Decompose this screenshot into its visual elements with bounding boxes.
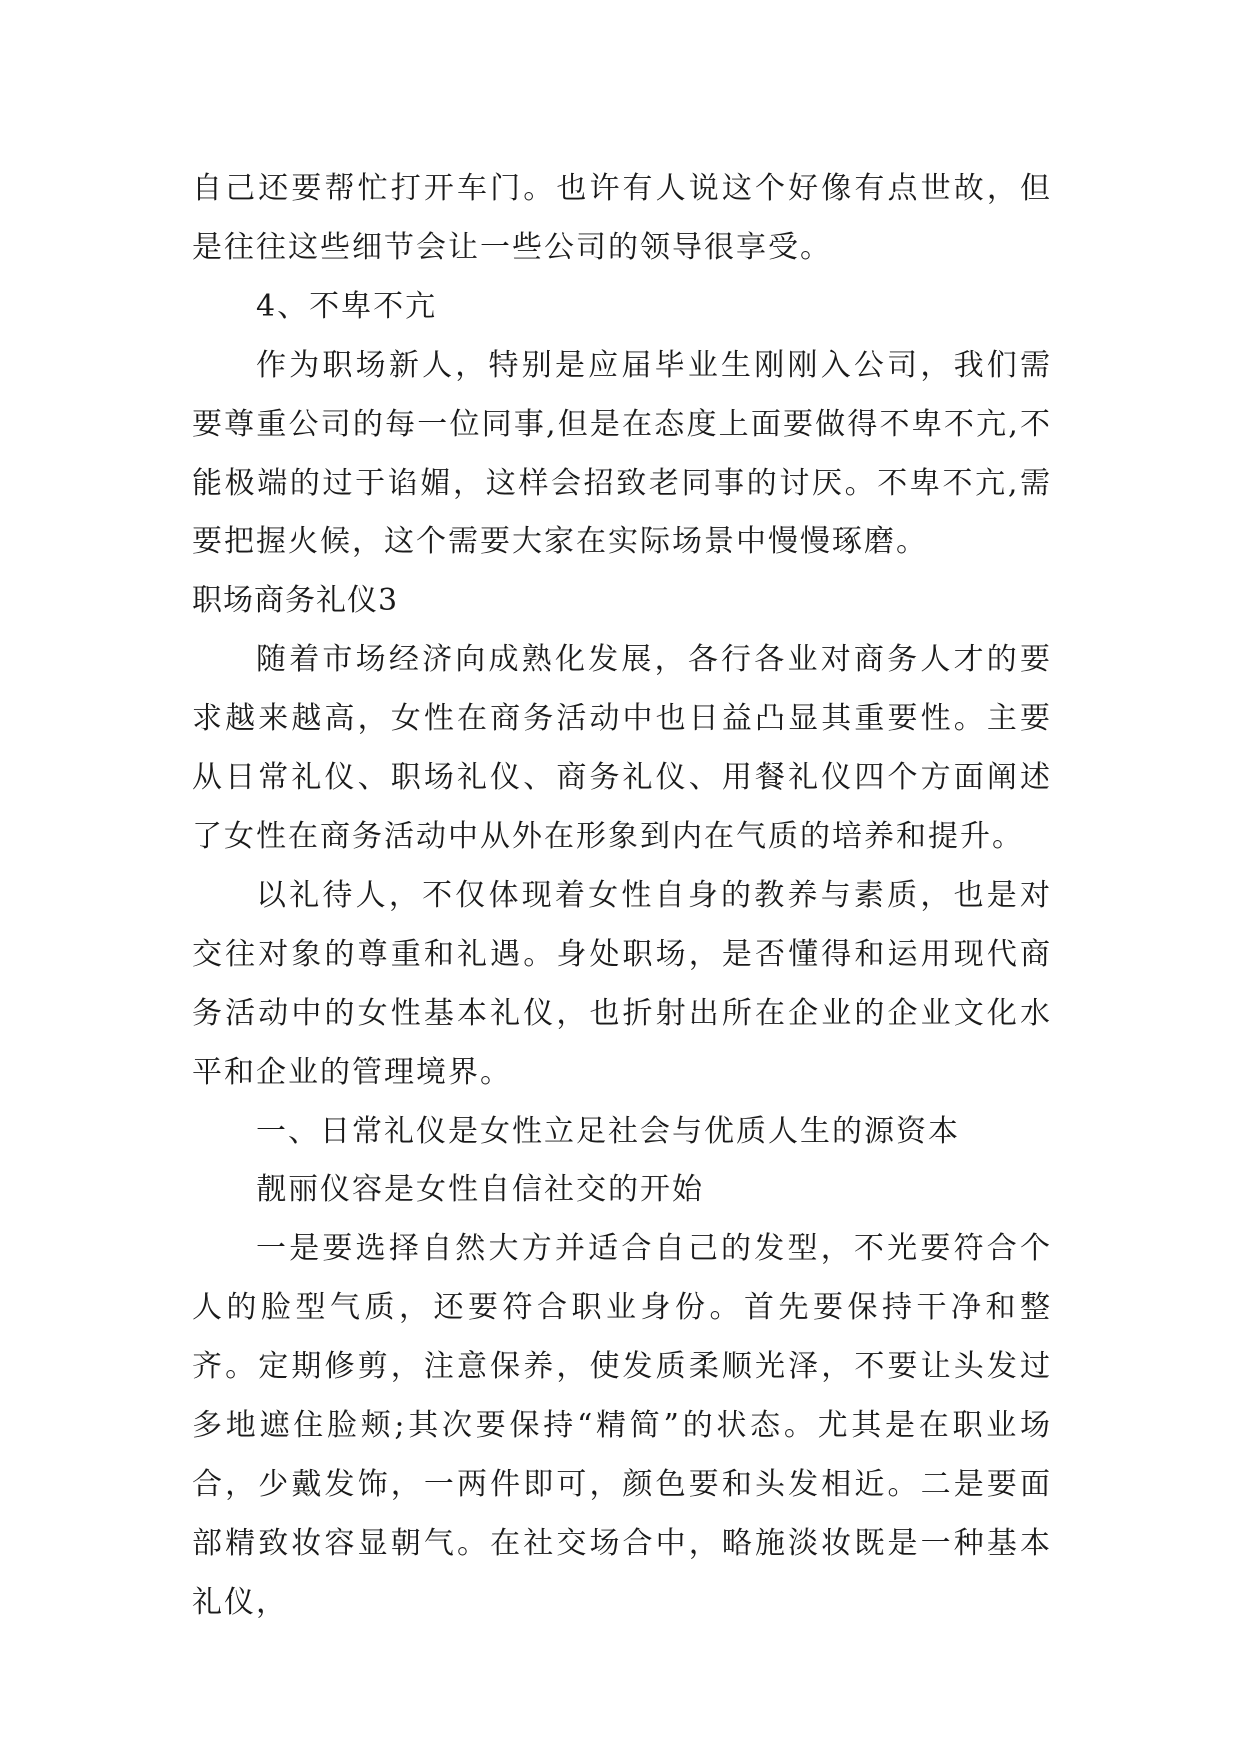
section-title: 职场商务礼仪3 [192, 583, 399, 619]
paragraph-newcomer: 作为职场新人，特别是应届毕业生刚刚入公司，我们需要尊重公司的每一位同事,但是在态度上面要做得不卑不亢,不能极端的过于谄媚，这样会招致老同事的讨厌。不卑不亢,需要把握火候，这个需要大家在实际场景中慢慢琢磨。 [192, 347, 1052, 560]
subheading-appearance: 靓丽仪容是女性自信社交的开始 [256, 1172, 704, 1208]
paragraph-courtesy: 以礼待人，不仅体现着女性自身的教养与素质，也是对交往对象的尊重和礼遇。身处职场，是否懂得和运用现代商务活动中的女性基本礼仪，也折射出所在企业的企业文化水平和企业的管理境界。 [192, 877, 1052, 1090]
list-heading-4: 4、不卑不亢 [256, 288, 438, 324]
subheading-daily-etiquette: 一、日常礼仪是女性立足社会与优质人生的源资本 [256, 1113, 960, 1149]
paragraph-intro: 随着市场经济向成熟化发展，各行各业对商务人才的要求越来越高，女性在商务活动中也日益凸显其重要性。主要从日常礼仪、职场礼仪、商务礼仪、用餐礼仪四个方面阐述了女性在商务活动中从外在形象到内在气质的培养和提升。 [192, 642, 1052, 854]
paragraph-hairstyle: 一是要选择自然大方并适合自己的发型，不光要符合个人的脸型气质，还要符合职业身份。首先要保持干净和整齐。定期修剪，注意保养，使发质柔顺光泽，不要让头发过多地遮住脸颊;其次要保持“精简”的状态。尤其是在职业场合，少戴发饰，一两件即可，颜色要和头发相近。二是要面部精致妆容显朝气。在社交场合中，略施淡妆既是一种基本礼仪， [192, 1231, 1052, 1620]
document-body [192, 160, 1052, 1633]
paragraph-continuation: 自己还要帮忙打开车门。也许有人说这个好像有点世故，但是往往这些细节会让一些公司的领导很享受。 [192, 171, 1052, 265]
